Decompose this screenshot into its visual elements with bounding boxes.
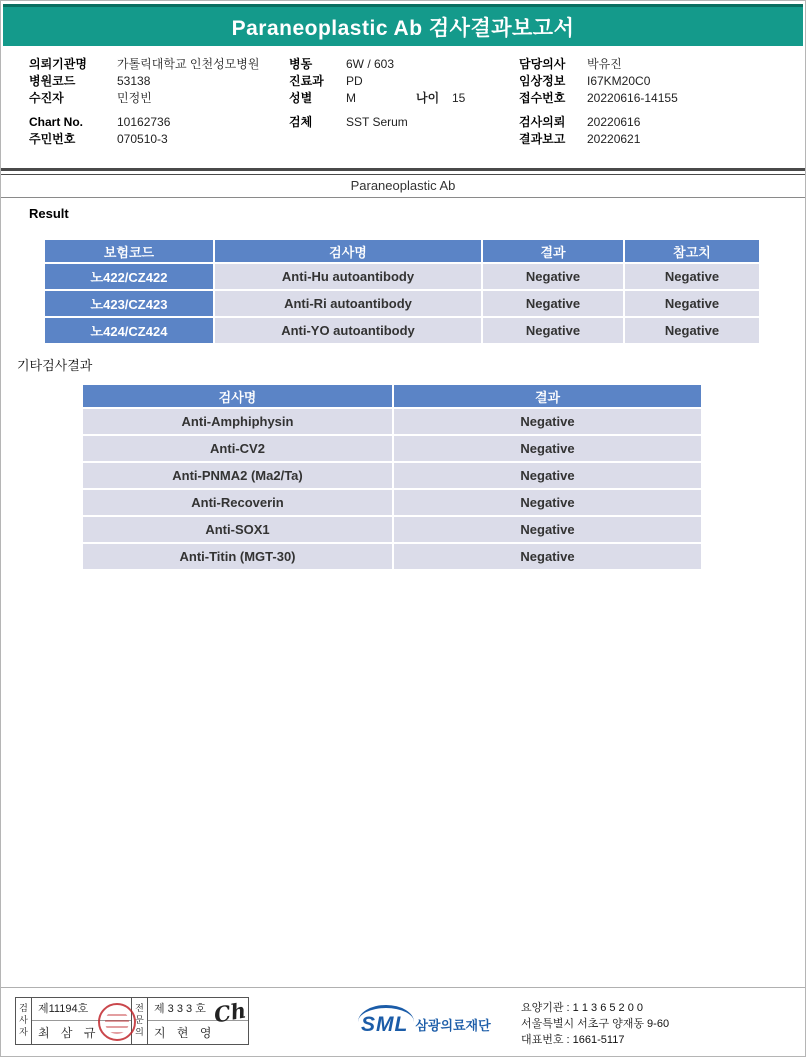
divider-thin-bottom	[1, 197, 805, 198]
test-name-cell: Anti-SOX1	[83, 517, 392, 542]
info-label: 수진자	[29, 91, 64, 105]
info-value: 박유진	[587, 57, 622, 71]
result-table	[43, 238, 761, 345]
table-row	[83, 517, 701, 542]
table-row	[83, 490, 701, 515]
reference-cell: Negative	[625, 264, 759, 289]
info-row-ward	[289, 56, 514, 73]
sml-logo-text: SML	[361, 1013, 409, 1036]
info-label: 병동	[289, 57, 313, 71]
report-title-banner	[3, 4, 803, 46]
signature-stamp-box	[15, 997, 249, 1045]
info-label: 검사의뢰	[519, 115, 566, 129]
header-test-name: 검사명	[215, 240, 481, 262]
info-row-chart-no	[29, 114, 284, 131]
specialist-license: 제 3 3 3 호	[148, 998, 248, 1021]
info-row-clinical-info	[519, 73, 784, 90]
result-cell: Negative	[394, 409, 701, 434]
org-logo-block	[361, 1005, 491, 1036]
result-cell: Negative	[483, 291, 623, 316]
reference-cell: Negative	[625, 318, 759, 343]
info-label: 검체	[289, 115, 313, 129]
info-label: 주민번호	[29, 132, 76, 146]
divider-thick	[1, 168, 805, 171]
info-value: 20220616	[587, 115, 641, 129]
info-value: 6W / 603	[346, 57, 395, 71]
info-label: 병원코드	[29, 74, 76, 88]
examiner-license: 제11194호	[32, 998, 131, 1021]
sml-logo-arc-icon	[358, 1005, 414, 1022]
info-label: 접수번호	[519, 91, 566, 105]
info-value: 20220616-14155	[587, 91, 678, 105]
header-result: 결과	[394, 385, 701, 407]
info-value: PD	[346, 74, 363, 88]
test-name-cell: Anti-Titin (MGT-30)	[83, 544, 392, 569]
divider-thin-top	[1, 174, 805, 175]
table-row	[83, 436, 701, 461]
info-value: 민정빈	[117, 91, 152, 105]
patient-info-middle	[289, 56, 514, 131]
insurance-code-cell: 노422/CZ422	[45, 264, 213, 289]
result-cell: Negative	[394, 436, 701, 461]
table-row	[45, 291, 759, 316]
header-reference: 참고치	[625, 240, 759, 262]
table-row	[83, 463, 701, 488]
patient-info-left	[29, 56, 284, 148]
other-results-table	[81, 383, 703, 571]
info-value: 10162736	[117, 115, 171, 129]
test-name-cell: Anti-CV2	[83, 436, 392, 461]
info-label: 성별	[289, 91, 313, 105]
info-value: 20220621	[587, 132, 641, 146]
info-value: SST Serum	[346, 115, 408, 129]
table-row	[45, 318, 759, 343]
info-row-resident-id	[29, 131, 284, 148]
insurance-code-cell: 노424/CZ424	[45, 318, 213, 343]
info-row-specimen	[289, 114, 514, 131]
test-name-cell: Anti-Ri autoantibody	[215, 291, 481, 316]
test-name-cell: Anti-YO autoantibody	[215, 318, 481, 343]
result-cell: Negative	[394, 463, 701, 488]
contact-address: 서울특별시 서초구 양재동 9-60	[521, 1018, 670, 1030]
info-value: 070510-3	[117, 132, 168, 146]
examiner-role-label	[16, 998, 32, 1044]
section-title: Paraneoplastic Ab	[350, 178, 456, 193]
sml-logo	[361, 1005, 408, 1036]
info-row-test-request-date	[519, 114, 784, 131]
info-row-requesting-org	[29, 56, 284, 73]
info-label: 임상정보	[519, 74, 566, 88]
info-value-sex: M	[346, 91, 356, 105]
info-label: Chart No.	[29, 115, 83, 129]
info-value: 가톨릭대학교 인천성모병원	[117, 57, 260, 71]
table-row	[83, 544, 701, 569]
org-name: 삼광의료재단	[415, 1018, 491, 1033]
test-name-cell: Anti-Amphiphysin	[83, 409, 392, 434]
patient-info-right	[519, 56, 784, 148]
result-cell: Negative	[483, 264, 623, 289]
result-label: Result	[29, 206, 69, 221]
result-cell: Negative	[394, 544, 701, 569]
contact-phone: 대표번호 : 1661-5117	[521, 1034, 625, 1046]
test-name-cell: Anti-Recoverin	[83, 490, 392, 515]
header-test-name: 검사명	[83, 385, 392, 407]
reference-cell: Negative	[625, 291, 759, 316]
contact-care-org-no: 요양기관 : 1 1 3 6 5 2 0 0	[521, 1002, 644, 1014]
footer-divider	[1, 987, 805, 988]
info-label: 결과보고	[519, 132, 566, 146]
result-cell: Negative	[394, 490, 701, 515]
specialist-role-text: 전문의	[135, 1003, 144, 1037]
info-value: I67KM20C0	[587, 74, 651, 88]
result-cell: Negative	[483, 318, 623, 343]
info-row-receipt-no	[519, 90, 784, 107]
specialist-signature: Ch	[212, 997, 248, 1028]
info-row-hospital-code	[29, 73, 284, 90]
examiner-role-text: 검사자	[19, 1003, 28, 1037]
examiner-name: 최 삼 규	[38, 1026, 100, 1040]
org-contact-info	[521, 1000, 669, 1048]
info-label-age: 나이	[416, 91, 440, 105]
red-seal-icon	[98, 1003, 136, 1041]
info-label: 의뢰기관명	[29, 57, 87, 71]
info-row-doctor	[519, 56, 784, 73]
specialist-name: 지 현 영	[154, 1026, 216, 1040]
table-row	[45, 264, 759, 289]
result-cell: Negative	[394, 517, 701, 542]
info-value-age: 15	[452, 91, 466, 105]
test-name-cell: Anti-Hu autoantibody	[215, 264, 481, 289]
info-label: 진료과	[289, 74, 324, 88]
header-result: 결과	[483, 240, 623, 262]
other-results-label: 기타검사결과	[17, 358, 93, 373]
insurance-code-cell: 노423/CZ423	[45, 291, 213, 316]
header-insurance-code: 보험코드	[45, 240, 213, 262]
info-row-department	[289, 73, 514, 90]
test-name-cell: Anti-PNMA2 (Ma2/Ta)	[83, 463, 392, 488]
info-value: 53138	[117, 74, 151, 88]
result-table-header-row	[45, 240, 759, 262]
info-label: 담당의사	[519, 57, 566, 71]
report-title: Paraneoplastic Ab 검사결과보고서	[231, 16, 575, 40]
info-row-report-date	[519, 131, 784, 148]
other-table-header-row	[83, 385, 701, 407]
info-row-sex-age	[289, 90, 514, 107]
info-row-patient-name	[29, 90, 284, 107]
table-row	[83, 409, 701, 434]
